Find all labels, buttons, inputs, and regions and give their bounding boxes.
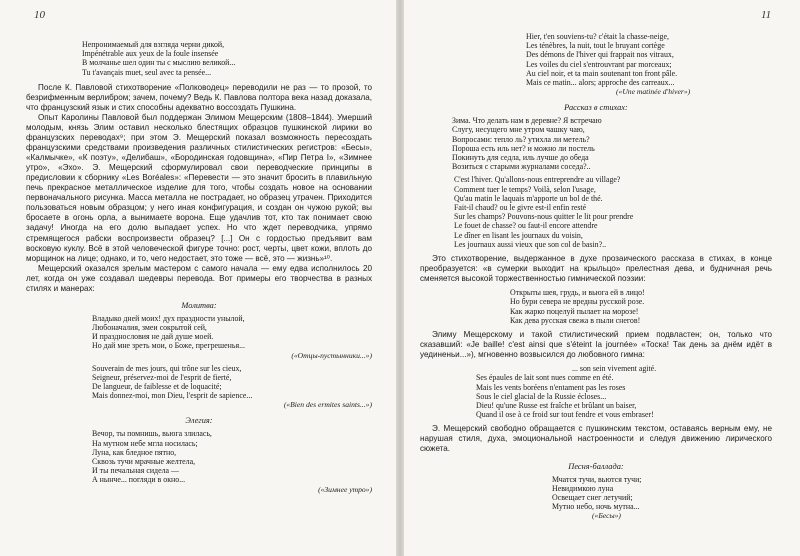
verse-line: C'est l'hiver. Qu'allons-nous entreprendre au village? [454,175,621,185]
verse-line: Покинуть для седла, иль лучше до обеда [452,153,589,163]
right-page [404,0,800,556]
right-column [420,28,772,520]
poem-molitva-fr [92,364,372,410]
poem-matinee [526,32,772,96]
left-column [26,28,372,494]
verse-line: Ses épaules de lait sont nues comme en été. [476,373,614,383]
verse-line: Seigneur, préservez-moi de l'esprit de fierté, [92,372,232,382]
verse-line: Непронимаемый для взгляда черни дикой, [82,40,225,49]
verse-line: Любоначалия, змеи сокрытой сей, [92,323,207,332]
poem-ballada [552,475,772,521]
verse-line: Comment tuer le temps? Voilà, selon l'usage, [454,184,596,194]
verse-line: Владыко дней моих! дух праздности унылой, [92,313,245,323]
verse-line: Les voiles du ciel s'entrouvrant par morceaux; [526,59,672,69]
epigraph [82,40,372,77]
poem-source: («Зимнее утро») [318,484,372,494]
verse-line: И ты печальная сидела — [92,466,179,476]
paragraph: Элиму Мещерскому и такой стилистический прием подвластен; он, только что сказавший: «Je baille! c'est ainsi que s'éteint la journée» «Тоска! Так день за днём идёт в уединеньи...»), мгновенно возвысился до любовного гимна: [420,330,772,360]
paragraph: Опыт Каролины Павловой был поддержан Элимом Мещерским (1808–1844). Умерший молодым, князь Элим оставил несколько блестящих образцов пушкинской лирики во французских переводах⁹; при этом Э. Мещерский показал возможность пересоздать французскими средствами произведения различных стилистических регистров: «Бесы», «Калмычке», «К поэту», «Делибаш», «Бородинская годовщина», «Пир Петра I», «Зимнее утро», «Эхо». Э. Мещерский сформулировал свои переводческие принципы в предисловии к сборнику «Les Boréales»: «Перевести — это значит бросить в плавильную печь прекрасное металлическое изделие для того, чтобы создать новое на основании первоначального рисунка. Масса металла не пострадает, но образец утрачен. Приходится пользоваться новым образцом; у него иная конфигурация, и создан он чужою рукой; вы бросаете в огонь орла, а вынимаете ворона. Еще удачлив тот, кто так понимает свою задачу! Иногда на его долю выпадает успех. Но что ждет переводчика, упрямо стремящегося рабски воспроизвести образец? [...] Он с гордостью предъявит вам восковую куклу. Всё в этой человеческой фигуре точно: рост, черты, цвет кожи, вплоть до морщинок на лице; однако, и то, чего недостает, это тоже — всё, это — жизнь»¹⁰. [26,112,372,263]
verse-line: Impénétrable aux yeux de la foule insensée [82,49,219,59]
poem-source: («Une matinée d'hiver») [616,87,691,97]
poem-rasskaz-ru [452,116,772,171]
verse-line: Невидимкою луна [552,483,614,493]
verse-line: Mais ce matin... alors; approche des carreaux... [526,78,675,88]
verse-line: Les journaux aussi vieux que son col de basin?.. [454,239,607,249]
verse-line: Dieu! qu'une Russe est fraîche et brûlant un baiser, [476,400,637,410]
verse-line: Fait-il chaud? ou le givre est-il enfin resté [454,203,587,213]
verse-line: De langueur, de faiblesse et de loquacité; [92,382,222,392]
verse-line: Souverain de mes jours, qui trône sur les cieux, [92,363,242,373]
poem-rose-ru [510,288,772,325]
poem-rasskaz-fr [454,175,772,249]
verse-line: Луна, как бледное пятно, [92,447,177,457]
verse-line: Сквозь тучи мрачные желтела, [92,457,196,467]
paragraph: Это стихотворение, выдержанное в духе прозаического рассказа в стихах, в конце преобразуется: «в сумерки выходит на крыльцо» прелестная дева, и будничная речь сменяется высокой торжественностью гимнической поэзии: [420,254,772,284]
book-gutter [396,0,404,556]
paragraph: Э. Мещерский свободно обращается с пушкинским текстом, оставаясь верным ему, не нарушая стиля, духа, эмоциональной настроенности и следуя движению лирического сюжета. [420,424,772,454]
verse-line: Des démons de l'hiver qui frappait nos vitraux, [526,50,674,60]
verse-line: Мутно небо, ночь мутна... [552,502,640,512]
verse-line: Qu'au matin le laquais m'apporte un bol de thé. [454,193,603,203]
poem-source: («Бесы») [592,511,621,521]
verse-line: И празднословия не дай душе моей. [92,332,214,342]
verse-line: Le fouet de chasse? ou faut-il encore attendre [454,221,598,231]
verse-line: Les ténèbres, la nuit, tout le bruyant cortège [526,41,665,51]
poem-elegia [92,429,372,493]
verse-line: Sur les champs? Pouvons-nous quitter le lit pour prendre [454,212,634,222]
verse-line: Зима. Что делать нам в деревне? Я встречаю [452,116,602,126]
page-number-right: 11 [761,9,772,21]
verse-line: Mais donnez-moi, mon Dieu, l'esprit de sapience... [92,391,253,401]
verse-line: Вопросами: тепло ль? утихла ли метель? [452,134,590,144]
verse-line: Вечор, ты помнишь, вьюга злилась, [92,429,212,439]
verse-line: Как дева русская свежа в пыли снегов! [510,315,641,325]
paragraph: Мещерский оказался зрелым мастером с самого начала — ему едва исполнилось 20 лет, когда он уже создавал шедевры перевода. Вот примеры его творчества в разных стилях и манерах: [26,263,372,293]
verse-line: Слугу, несущего мне утром чашку чаю, [452,125,585,135]
verse-line: На мутном небе мгла носилась; [92,438,198,448]
verse-line: В молчанье шел один ты с мыслию великой... [82,58,236,68]
section-heading: Элегия: [185,416,213,426]
poem-source: («Bien des ermites saints...») [283,400,372,410]
poem-source: («Отцы-пустынники...») [291,350,372,360]
verse-line: Quand il ose à ce froid sur tout fendre et vous embraser! [476,410,654,420]
poem-molitva-ru [92,314,372,360]
section-heading: Молитва: [181,300,217,310]
verse-line: ... son sein vivement agité. [572,364,657,374]
section-heading: Рассказ в стихах: [564,103,628,113]
poem-rose-fr [476,364,772,419]
paragraph: После К. Павловой стихотворение «Полководец» переводили не раз — то прозой, то безрифменным верлибром; зачем, почему? Ведь К. Павлова полтора века назад доказала, что французский язык и стих способны адекватно воссоздать Пушкина. [26,82,372,112]
verse-line: Hier, t'en souviens-tu? c'était la chasse-neige, [526,32,669,41]
verse-line: Пороша есть иль нет? и можно ли постель [452,143,595,153]
verse-line: Mais les vents boréens n'entament pas les roses [476,382,626,392]
verse-line: Au ciel noir, et ta main soutenant ton front pâle. [526,68,678,78]
left-page [0,0,396,556]
page-number-left: 10 [34,9,45,21]
verse-line: Возиться с старыми журналами соседа?.. [452,162,591,172]
verse-line: Sous le ciel glacial de la Russie écloses... [476,391,607,401]
verse-line: Мчатся тучи, вьются тучи; [552,474,642,484]
verse-line: Но дай мне зреть мои, о Боже, прегрешенья... [92,341,246,351]
verse-line: А нынче... погляди в окно... [92,475,186,485]
verse-line: Открыты шея, грудь, и вьюга ей в лицо! [510,288,645,298]
verse-line: Tu t'avançais muet, seul avec ta pensée... [82,67,212,77]
verse-line: Le dîner en lisant les journaux du voisin, [454,230,583,240]
verse-line: Но бури севера не вредны русской розе. [510,297,645,307]
verse-line: Освещает снег летучий; [552,492,633,502]
verse-line: Как жарко поцелуй пылает на морозе! [510,306,639,316]
section-heading: Песня-баллада: [568,461,624,471]
